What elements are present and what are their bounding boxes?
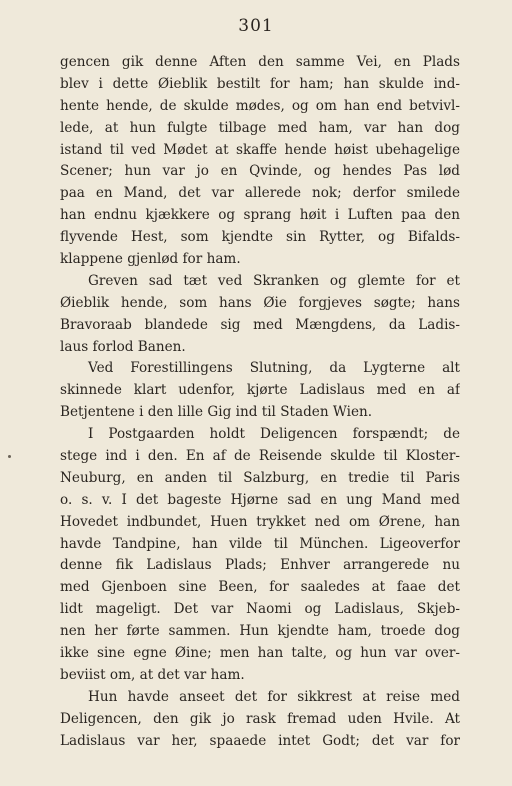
text-line: Ved Forestillingens Slutning, da Lygterne alt <box>88 360 460 377</box>
paragraph <box>60 358 460 424</box>
text-line: nen her førte sammen. Hun kjendte ham, troede dog <box>60 623 460 640</box>
text-line: skinnede klart udenfor, kjørte Ladislaus med en af <box>60 382 460 399</box>
text-line: Greven sad tæt ved Skranken og glemte for et <box>88 272 460 289</box>
text-line: stege ind i den. En af de Reisende skulde til Kloster- <box>60 448 460 465</box>
text-line: Øieblik hende, som hans Øie forgjeves søgte; hans <box>60 294 460 311</box>
text-line: blev i dette Øieblik bestilt for ham; han skulde ind- <box>60 75 460 92</box>
text-line: Neuburg, en anden til Salzburg, en tredie til Paris <box>60 469 460 486</box>
text-line: lede, at hun fulgte tilbage med ham, var han dog <box>60 119 460 136</box>
paragraph <box>60 271 460 359</box>
text-line: denne fik Ladislaus Plads; Enhver arrangerede nu <box>60 557 460 574</box>
text-line: I Postgaarden holdt Deligencen forspændt; de <box>88 426 460 443</box>
text-line: Ladislaus var her, spaaede intet Godt; det var for <box>60 732 460 749</box>
text-line: flyvende Hest, som kjendte sin Rytter, og Bifalds- <box>60 229 460 246</box>
page-number: 301 <box>238 16 274 36</box>
text-line: paa en Mand, det var allerede nok; derfor smilede <box>60 185 460 202</box>
paragraph <box>60 52 460 271</box>
text-line: Deligencen, den gik jo rask fremad uden Hvile. At <box>60 710 460 727</box>
text-line: Hun havde anseet det for sikkrest at reise med <box>88 688 460 705</box>
margin-mark <box>8 455 11 458</box>
text-line: havde Tandpine, han vilde til München. Ligeoverfor <box>60 535 460 552</box>
text-line: ikke sine egne Øine; men han talte, og hun var over- <box>60 645 460 662</box>
text-line: beviist om, at det var ham. <box>60 666 245 683</box>
text-line: Scener; hun var jo en Qvinde, og hendes Pas lød <box>60 163 460 180</box>
text-line: o. s. v. I det bageste Hjørne sad en ung Mand med <box>60 491 460 508</box>
text-line: klappene gjenlød for ham. <box>60 251 241 268</box>
body-text <box>60 52 460 753</box>
text-line: laus forlod Banen. <box>60 338 186 355</box>
text-line: han endnu kjækkere og sprang høit i Luften paa den <box>60 207 460 224</box>
paragraph <box>60 424 460 687</box>
text-line: Betjentene i den lille Gig ind til Staden Wien. <box>60 404 373 421</box>
text-line: med Gjenboen sine Been, for saaledes at faae det <box>60 579 460 596</box>
text-line: Hovedet indbundet, Huen trykket ned om Ørene, han <box>60 513 460 530</box>
text-line: Bravoraab blandede sig med Mængdens, da Ladis- <box>60 316 460 333</box>
text-line: gencen gik denne Aften den samme Vei, en Plads <box>60 54 460 70</box>
text-line: istand til ved Mødet at skaffe hende høist ubehagelige <box>60 141 460 158</box>
text-line: lidt mageligt. Det var Naomi og Ladislaus, Skjeb- <box>60 601 460 618</box>
paragraph <box>60 687 460 753</box>
text-line: hente hende, de skulde mødes, og om han end betvivl- <box>60 97 460 114</box>
